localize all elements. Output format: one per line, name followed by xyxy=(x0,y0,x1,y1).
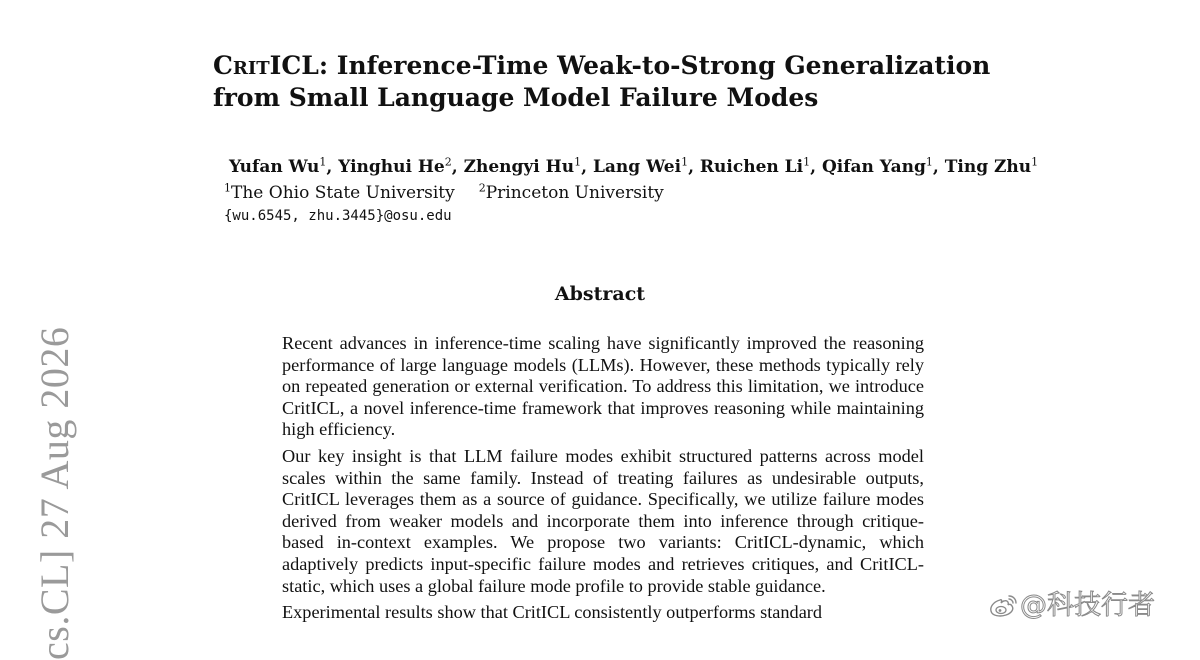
abstract-heading: Abstract xyxy=(554,283,646,305)
author-separator: , xyxy=(932,157,945,177)
weibo-logo-icon xyxy=(988,593,1018,619)
paper-title xyxy=(213,50,1033,114)
author-affiliation-mark: 1 xyxy=(1031,155,1039,169)
author-name: Lang Wei xyxy=(592,157,682,177)
affiliation-list xyxy=(224,182,664,204)
affiliation-mark: 1 xyxy=(224,181,231,195)
abstract-body xyxy=(282,333,924,629)
author-separator: , xyxy=(451,157,464,177)
author-name: Ruichen Li xyxy=(699,157,804,177)
watermark xyxy=(988,590,1155,622)
title-line-1 xyxy=(213,50,1033,82)
author-name: Yufan Wu xyxy=(229,157,320,177)
contact-email: {wu.6545, zhu.3445}@osu.edu xyxy=(224,208,452,224)
author-name: Yinghui He xyxy=(338,157,445,177)
author-separator: , xyxy=(581,157,593,177)
abstract-paragraph: Recent advances in inference-time scaling have significantly improved the reasoning performance of large language models (LLMs). However, these methods typically rely on repeated generation or external verification. To address this limitation, we introduce CritICL, a novel inference-time framework that improves reasoning while maintaining high efficiency. xyxy=(282,333,924,440)
affiliation-mark: 2 xyxy=(478,181,486,195)
author-affiliation-mark: 2 xyxy=(444,155,452,169)
author-name: Zhengyi Hu xyxy=(463,157,575,177)
author-name: Qifan Yang xyxy=(821,157,926,177)
author-separator: , xyxy=(688,157,700,177)
title-line-1-rest: : Inference-Time Weak-to-Strong Generalization xyxy=(318,51,991,80)
title-method-name: CritICL xyxy=(213,51,319,80)
watermark-text: @科技行者 xyxy=(1020,590,1155,621)
arxiv-side-stamp: cs.CL] 27 Aug 2026 xyxy=(32,326,77,660)
author-separator: , xyxy=(810,157,822,177)
author-name: Ting Zhu xyxy=(944,157,1032,177)
title-line-2: from Small Language Model Failure Modes xyxy=(213,83,819,112)
affiliation-name: Princeton University xyxy=(485,183,664,203)
author-affiliation-mark: 1 xyxy=(681,155,689,169)
affiliation-name: The Ohio State University xyxy=(231,183,455,203)
author-affiliation-mark: 1 xyxy=(925,155,933,169)
abstract-paragraph: Our key insight is that LLM failure modes exhibit structured patterns across model scales within the same family. Instead of treating failures as undesirable outputs, CritICL leverages them as a source of guidance. Specifically, we utilize failure modes derived from weaker models and incorporate them into inference through critique-based in-context examples. We propose two variants: CritICL-dynamic, which adaptively predicts input-specific failure modes and retrieves critiques, and CritICL-static, which uses a global failure mode profile to provide stable guidance. xyxy=(282,445,924,596)
author-list xyxy=(229,156,1038,178)
author-affiliation-mark: 1 xyxy=(319,155,327,169)
author-affiliation-mark: 1 xyxy=(803,155,811,169)
author-separator: , xyxy=(326,157,339,177)
author-affiliation-mark: 1 xyxy=(574,155,582,169)
abstract-paragraph: Experimental results show that CritICL consistently outperforms standard xyxy=(282,602,823,623)
